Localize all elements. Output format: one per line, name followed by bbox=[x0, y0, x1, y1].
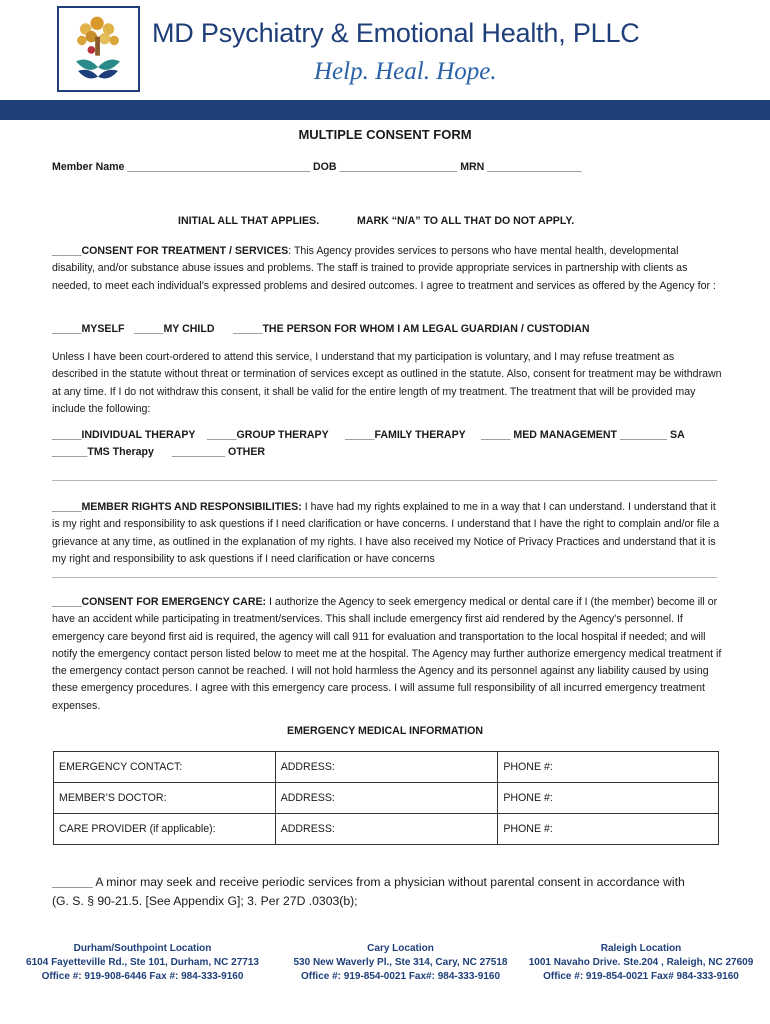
table-row bbox=[54, 752, 719, 783]
care-provider-address-field[interactable]: ADDRESS: bbox=[275, 814, 498, 845]
treatment-consent-text: : This Agency provides services to persons who have mental health, developmental disability, and/or substance abuse issues and problems. The staff is trained to provide appropriate services in partnership with clients as needed, to meet each individual’s expressed problems and desired outcomes. I agree to treatment and services as offered by the Agency for : bbox=[52, 245, 716, 292]
location-name: Raleigh Location bbox=[600, 943, 682, 954]
option-legal-guardian: _____THE PERSON FOR WHOM I AM LEGAL GUARDIAN / CUSTODIAN bbox=[233, 323, 590, 335]
option-my-child: _____MY CHILD bbox=[134, 323, 215, 335]
practice-logo bbox=[57, 6, 140, 92]
emergency-care-paragraph bbox=[52, 594, 722, 715]
emergency-contact-field[interactable]: EMERGENCY CONTACT: bbox=[54, 752, 276, 783]
option-myself: _____MYSELF bbox=[52, 323, 125, 335]
option-tms-therapy: ______TMS Therapy bbox=[52, 446, 154, 458]
emergency-care-text: I authorize the Agency to seek emergency medical or dental care if I (the member) become ill or have an accident while participating in treatment/services. This shall include emergency first aid rendered by the Agency’s personnel. If emergency care beyond first aid is required, the agency will call 911 for evaluation and transportation to the local hospital if needed; and will notify the emergency contact person listed below to meet me at the hospital. The Agency may further authorize emergency medical treatment if the emergency contact person cannot be reached. I will not hold harmless the Agency and its personnel against any liability caused by using these emergency procedures. I agree with this emergency care process. I will assume full responsibility of all incurred emergency treatment expenses. bbox=[52, 596, 722, 712]
minor-consent-blank: ______ bbox=[52, 875, 93, 889]
care-provider-phone-field[interactable]: PHONE #: bbox=[498, 814, 719, 845]
member-rights-heading: _____MEMBER RIGHTS AND RESPONSIBILITIES: bbox=[52, 501, 302, 513]
member-rights-paragraph bbox=[52, 499, 722, 568]
emergency-contact-address-field[interactable]: ADDRESS: bbox=[275, 752, 498, 783]
footer-location-cary bbox=[278, 942, 523, 984]
location-address: 1001 Navaho Drive. Ste.204 , Raleigh, NC 27609 bbox=[528, 957, 754, 968]
treatment-consent-heading: _____CONSENT FOR TREATMENT / SERVICES bbox=[52, 245, 289, 257]
emergency-care-heading: _____CONSENT FOR EMERGENCY CARE: bbox=[52, 596, 267, 608]
option-group-therapy: _____GROUP THERAPY bbox=[207, 429, 329, 441]
minor-consent-line1 bbox=[52, 872, 685, 892]
doctor-address-field[interactable]: ADDRESS: bbox=[275, 783, 498, 814]
member-rights-text: I have had my rights explained to me in a way that I can understand. I understand that it is my right and responsibility to ask questions if I need clarification or have concerns. I understand that I have the right to complain and/or file a grievance at any time, as outlined in the explanation of my rights. I have also received my Notice of Privacy Practices and understand that it is my right and responsibility to ask questions if I need clarification or have concerns bbox=[52, 501, 720, 565]
practice-name: MD Psychiatry & Emotional Health, PLLC bbox=[152, 18, 640, 48]
minor-consent-line2: (G. S. § 90-21.5. [See Appendix G]; 3. Per 27D .0303(b); bbox=[52, 894, 358, 908]
member-info-line: Member Name _______________________________ DOB ____________________ MRN ________________ bbox=[52, 161, 582, 173]
voluntary-paragraph: Unless I have been court-ordered to attend this service, I understand that my participation is voluntary, and I may refuse treatment as described in the statute without threat or termination of services except as outlined in the statute. Also, consent for treatment may be withdrawn at any time. If I do not withdraw this consent, it shall be valid for the entire length of my treatment. The treatment that will be provided may include the following: bbox=[52, 351, 722, 415]
tagline: Help. Heal. Hope. bbox=[314, 58, 497, 85]
care-provider-field[interactable]: CARE PROVIDER (if applicable): bbox=[54, 814, 276, 845]
minor-consent-text: A minor may seek and receive periodic services from a physician without parental consent in accordance with bbox=[92, 875, 685, 889]
location-address: 530 New Waverly Pl., Ste 314, Cary, NC 27518 bbox=[293, 957, 508, 968]
divider bbox=[52, 480, 717, 481]
emergency-info-heading: EMERGENCY MEDICAL INFORMATION bbox=[287, 725, 483, 737]
location-phones: Office #: 919-908-6446 Fax #: 984-333-9160 bbox=[41, 971, 244, 982]
location-address: 6104 Fayetteville Rd., Ste 101, Durham, NC 27713 bbox=[26, 957, 259, 968]
doctor-phone-field[interactable]: PHONE #: bbox=[498, 783, 719, 814]
location-phones: Office #: 919-854-0021 Fax#: 984-333-9160 bbox=[300, 971, 501, 982]
table-row bbox=[54, 814, 719, 845]
divider bbox=[52, 577, 717, 578]
member-doctor-field[interactable]: MEMBER’S DOCTOR: bbox=[54, 783, 276, 814]
option-med-management: _____ MED MANAGEMENT ________ SA bbox=[481, 429, 685, 441]
mark-na-instruction: MARK “N/A” TO ALL THAT DO NOT APPLY. bbox=[357, 215, 575, 227]
tree-hands-logo-icon bbox=[59, 8, 138, 90]
location-name: Cary Location bbox=[367, 943, 434, 954]
form-title: MULTIPLE CONSENT FORM bbox=[298, 127, 472, 142]
location-name: Durham/Southpoint Location bbox=[73, 943, 212, 954]
emergency-info-table bbox=[53, 751, 719, 845]
option-other: _________ OTHER bbox=[172, 446, 266, 458]
table-row bbox=[54, 783, 719, 814]
header-banner bbox=[0, 100, 770, 120]
initial-all-instruction: INITIAL ALL THAT APPLIES. bbox=[178, 215, 320, 227]
treatment-consent-paragraph bbox=[52, 243, 722, 295]
option-family-therapy: _____FAMILY THERAPY bbox=[345, 429, 466, 441]
option-individual-therapy: _____INDIVIDUAL THERAPY bbox=[52, 429, 196, 441]
emergency-contact-phone-field[interactable]: PHONE #: bbox=[498, 752, 719, 783]
footer-location-durham bbox=[20, 942, 265, 984]
footer-location-raleigh bbox=[512, 942, 770, 984]
location-phones: Office #: 919-854-0021 Fax# 984-333-9160 bbox=[543, 971, 739, 982]
